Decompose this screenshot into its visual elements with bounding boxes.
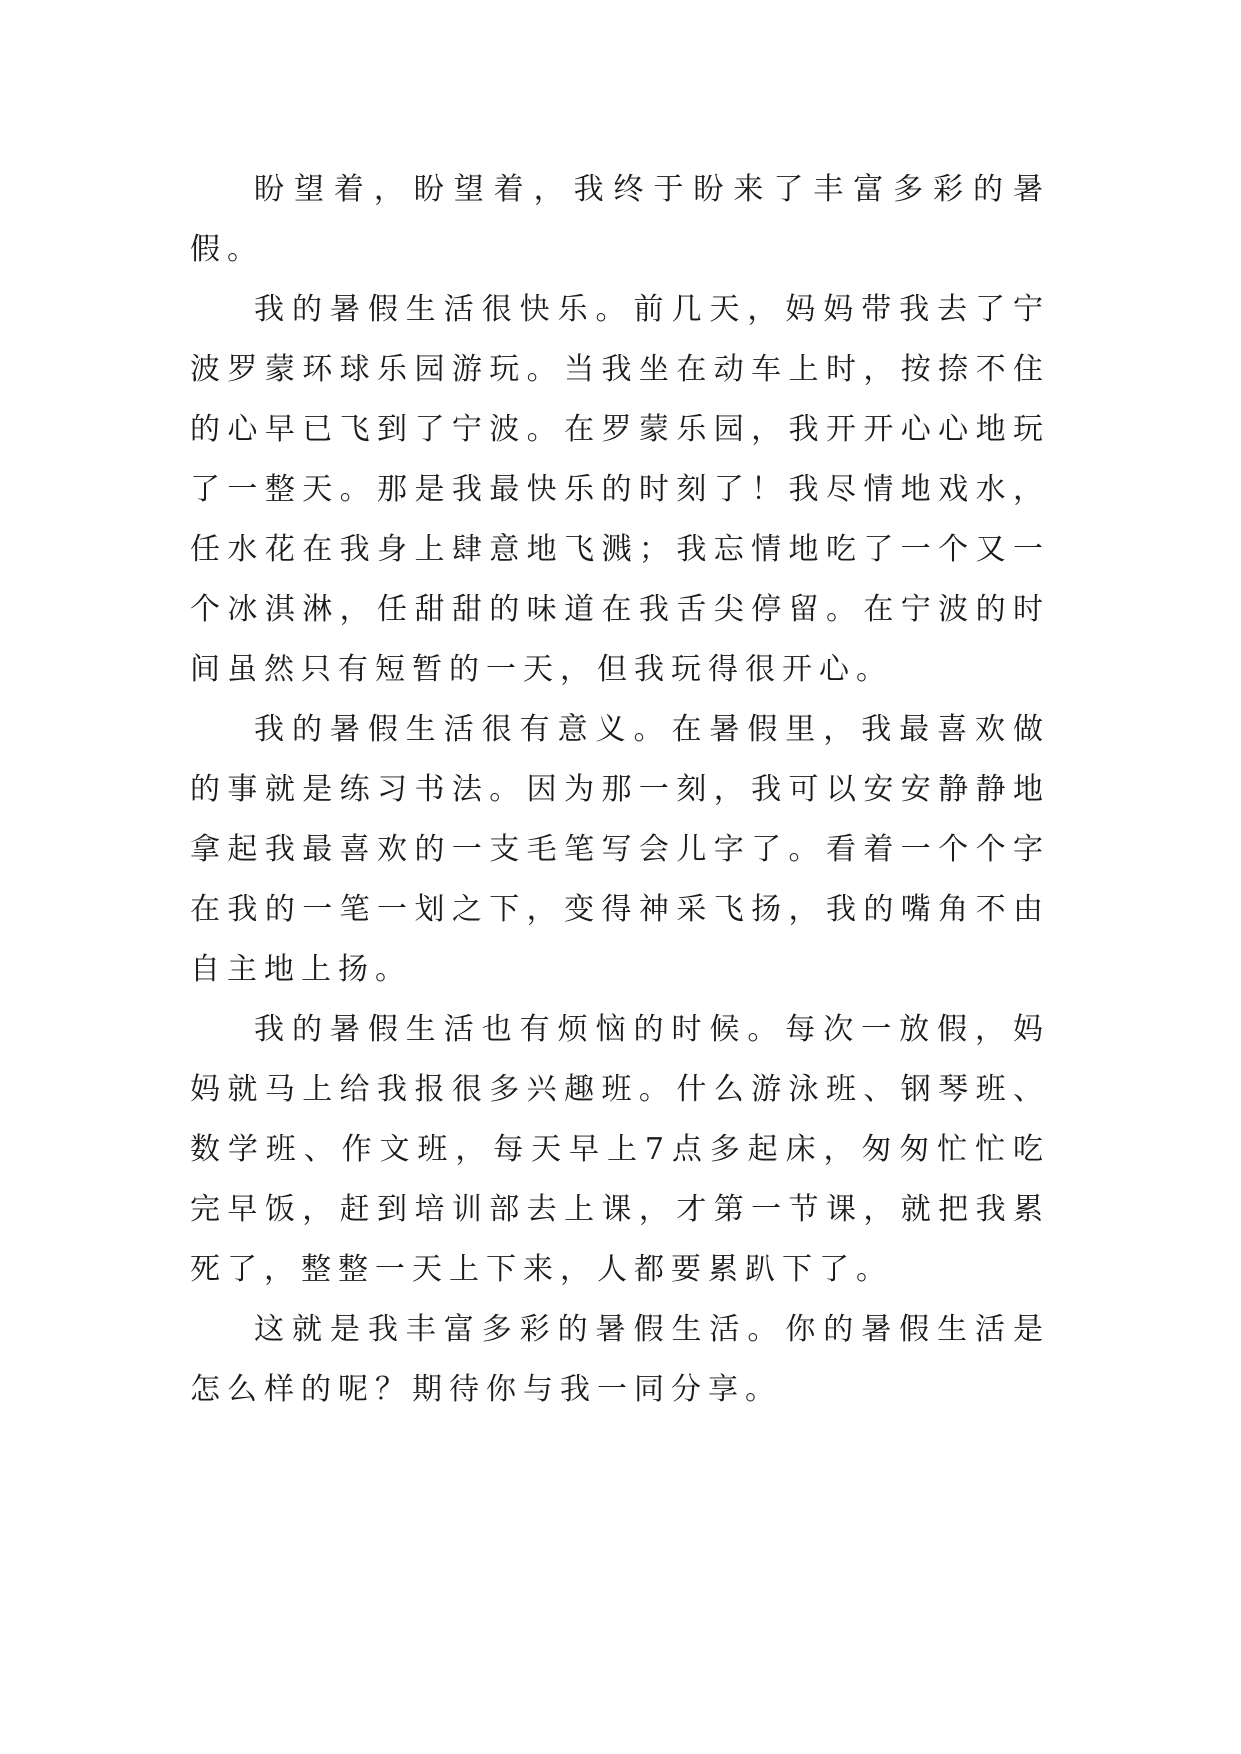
paragraph-1: 盼望着，盼望着，我终于盼来了丰富多彩的暑假。 [190,172,1050,267]
document-body [190,160,1050,1420]
paragraph-5: 这就是我丰富多彩的暑假生活。你的暑假生活是怎么样的呢？期待你与我一同分享。 [190,1312,1050,1407]
paragraph-3: 我的暑假生活很有意义。在暑假里，我最喜欢做的事就是练习书法。因为那一刻，我可以安安静静地拿起我最喜欢的一支毛笔写会儿字了。看着一个个字在我的一笔一划之下，变得神采飞扬，我的嘴角不由自主地上扬。 [190,712,1050,987]
paragraph-4: 我的暑假生活也有烦恼的时候。每次一放假，妈妈就马上给我报很多兴趣班。什么游泳班、钢琴班、数学班、作文班，每天早上7点多起床，匆匆忙忙吃完早饭，赶到培训部去上课，才第一节课，就把我累死了，整整一天上下来，人都要累趴下了。 [190,1012,1050,1287]
paragraph-2: 我的暑假生活很快乐。前几天，妈妈带我去了宁波罗蒙环球乐园游玩。当我坐在动车上时，按捺不住的心早已飞到了宁波。在罗蒙乐园，我开开心心地玩了一整天。那是我最快乐的时刻了！我尽情地戏水，任水花在我身上肆意地飞溅；我忘情地吃了一个又一个冰淇淋，任甜甜的味道在我舌尖停留。在宁波的时间虽然只有短暂的一天，但我玩得很开心。 [190,292,1050,687]
